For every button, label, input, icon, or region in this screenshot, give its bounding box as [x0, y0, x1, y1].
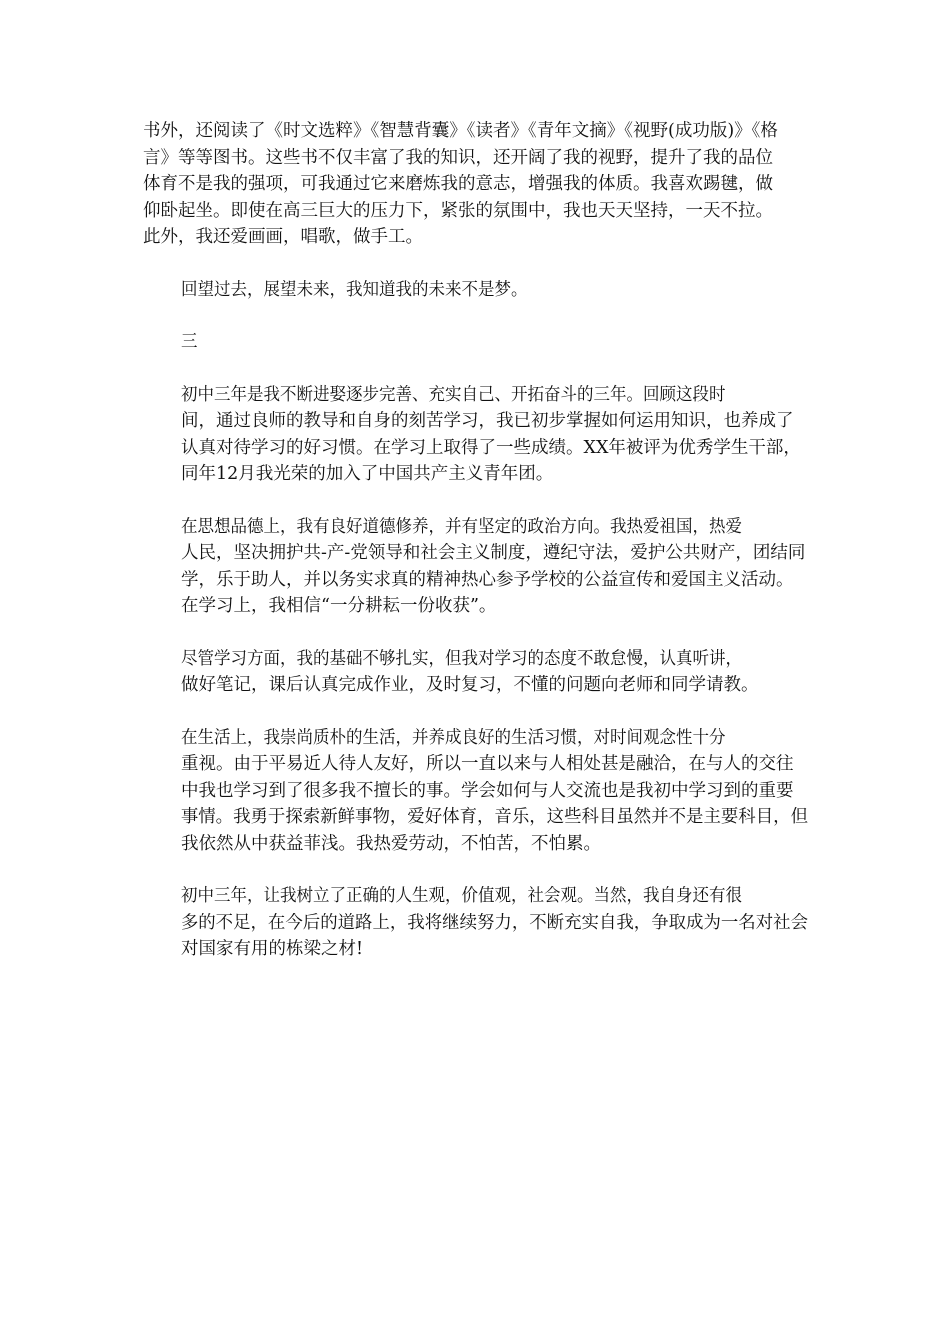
paragraph: [143, 646, 808, 699]
text-line: 尽管学习方面，我的基础不够扎实，但我对学习的态度不敢怠慢，认真听讲，: [181, 648, 742, 669]
text-line: 初中三年是我不断进娶逐步完善、充实自己、开拓奋斗的三年。回顾这段时: [181, 384, 726, 405]
text-line: 重视。由于平易近人待人友好，所以一直以来与人相处甚是融洽，在与人的交往: [181, 754, 794, 774]
text-line: 初中三年，让我树立了正确的人生观，价值观，社会观。当然，我自身还有很: [181, 886, 742, 906]
text-line: 仰卧起坐。即使在高三巨大的压力下，紧张的氛围中，我也天天坚持，一天不拉。: [143, 200, 773, 221]
text-line: 此外，我还爱画画，唱歌，做手工。: [143, 227, 423, 247]
text-line: 在生活上，我崇尚质朴的生活，并养成良好的生活习惯，对时间观念性十分: [181, 727, 726, 748]
paragraph: [143, 382, 808, 488]
text-line: 做好笔记，课后认真完成作业，及时复习，不懂的问题向老师和同学请教。: [181, 675, 759, 695]
text-line: 书外，还阅读了《时文选粹》《智慧背囊》《读者》《青年文摘》《视野(成功版)》《格: [143, 121, 778, 141]
document-body: [143, 118, 808, 989]
text-line: 间，通过良师的教导和自身的刻苦学习，我已初步掌握如何运用知识，也养成了: [181, 411, 794, 431]
paragraph: [143, 883, 808, 963]
paragraph: [143, 725, 808, 858]
text-line: 言》等等图书。这些书不仅丰富了我的知识，还开阔了我的视野，提升了我的品位: [143, 147, 773, 168]
text-line: 在学习上，我相信“一分耕耘一份收获”。: [181, 596, 497, 616]
text-line: 事情。我勇于探索新鲜事物，爱好体育，音乐，这些科目虽然并不是主要科目，但: [180, 807, 808, 827]
text-line: 体育不是我的强项，可我通过它来磨炼我的意志，增强我的体质。我喜欢踢毽，做: [143, 174, 773, 194]
text-line: 多的不足，在今后的道路上，我将继续努力，不断充实自我，争取成为一名对社会: [180, 912, 808, 933]
text-line: 我依然从中获益菲浅。我热爱劳动，不怕苦，不怕累。: [181, 833, 601, 854]
text-line: 学，乐于助人，并以务实求真的精神热心参予学校的公益宣传和爱国主义活动。: [181, 569, 794, 590]
paragraph: [143, 277, 808, 304]
paragraph: [143, 118, 808, 251]
paragraph: [143, 514, 808, 620]
text-line: 人民，坚决拥护共-产-党领导和社会主义制度，遵纪守法，爱护公共财产，团结同: [181, 543, 806, 563]
text-line: 同年12月我光荣的加入了中国共产主义青年团。: [181, 464, 554, 484]
text-line: 回望过去，展望未来，我知道我的未来不是梦。: [181, 279, 528, 300]
text-line: 对国家有用的栋梁之材!: [181, 939, 364, 959]
text-line: 认真对待学习的好习惯。在学习上取得了一些成绩。XX年被评为优秀学生干部，: [181, 437, 801, 458]
text-line: 中我也学习到了很多我不擅长的事。学会如何与人交流也是我初中学习到的重要: [181, 780, 794, 801]
text-line: 在思想品德上，我有良好道德修养，并有坚定的政治方向。我热爱祖国，热爱: [181, 516, 742, 537]
paragraph: [143, 329, 808, 356]
text-line: 三: [181, 332, 198, 352]
